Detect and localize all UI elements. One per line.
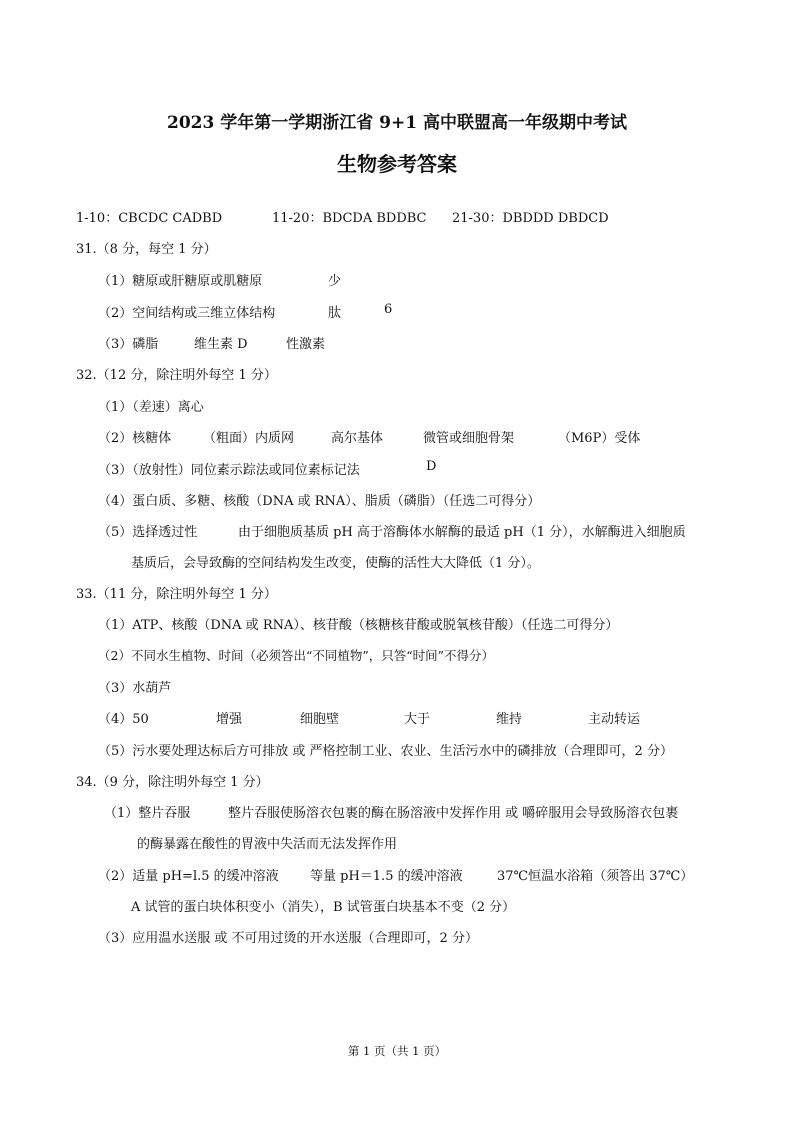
page-footer: 第 1 页（共 1 页） xyxy=(347,1044,447,1058)
q34-line-2-cont: A 试管的蛋白块体积变小（消失），B 试管蛋白块基本不变（2 分） xyxy=(131,900,516,915)
q34-line-1: （1）整片吞服 整片吞服使肠溶衣包裹的酶在肠溶液中发挥作用 或 嚼碎服用会导致肠溶衣包裹 xyxy=(104,806,679,821)
choice-11-20: 11-20：BDCDA BDDBC xyxy=(272,211,427,226)
q34-line-3: （3）应用温水送服 或 不可用过烫的开水送服（合理即可，2 分） xyxy=(98,931,478,946)
q32-header: 32.（12 分，除注明外每空 1 分） xyxy=(76,368,277,383)
choice-1-10: 1-10：CBCDC CADBD xyxy=(76,211,223,226)
q34-line-2: （2）适量 pH=l.5 的缓冲溶液 等量 pH＝1.5 的缓冲溶液 37℃恒温水浴箱（须答出 37℃） xyxy=(98,869,694,884)
q34-line-1-cont: 的酶暴露在酸性的胃液中失活而无法发挥作用 xyxy=(137,837,398,852)
q31-line-1: （1）糖原或肝糖原或肌糖原 少 xyxy=(98,274,342,289)
q33-line-4: （4）50 增强 细胞壁 大于 维持 主动转运 xyxy=(98,712,641,727)
q32-line-3: （3）（放射性）同位素示踪法或同位素标记法 D xyxy=(98,459,437,478)
q33-header: 33.（11 分，除注明外每空 1 分） xyxy=(76,587,277,602)
choice-answers xyxy=(76,207,609,226)
q31-line-3: （3）磷脂 维生素 D 性激素 xyxy=(98,337,326,352)
page-subtitle: 生物参考答案 xyxy=(337,152,457,176)
q33-line-3: （3）水葫芦 xyxy=(98,681,172,696)
q32-line-2: （2）核糖体 （粗面）内质网 高尔基体 微管或细胞骨架 （M6P）受体 xyxy=(98,431,641,446)
q32-line-1: （1）（差速）离心 xyxy=(98,400,204,415)
q34-header: 34.（9 分，除注明外每空 1 分） xyxy=(76,775,269,790)
q33-line-5: （5）污水要处理达标后方可排放 或 严格控制工业、农业、生活污水中的磷排放（合理即可，2 分） xyxy=(98,744,673,759)
choice-21-30: 21-30：DBDDD DBDCD xyxy=(452,211,609,226)
page-title: 2023 学年第一学期浙江省 9+1 高中联盟高一年级期中考试 xyxy=(167,113,627,133)
q31-line-2: （2）空间结构或三维立体结构 肽 6 xyxy=(98,302,393,321)
q32-line-5: （5）选择透过性 由于细胞质基质 pH 高于溶酶体水解酶的最适 pH（1 分），水解酶进入细胞质 xyxy=(98,525,686,540)
q32-line-5-cont: 基质后，会导致酶的空间结构发生改变，使酶的活性大大降低（1 分）。 xyxy=(131,556,540,571)
q33-line-1: （1）ATP、核酸（DNA 或 RNA）、核苷酸（核糖核苷酸或脱氧核苷酸）（任选二可得分） xyxy=(98,618,619,633)
q32-line-4: （4）蛋白质、多糖、核酸（DNA 或 RNA）、脂质（磷脂）（任选二可得分） xyxy=(98,494,541,509)
q31-header: 31.（8 分，每空 1 分） xyxy=(76,242,217,257)
q33-line-2: （2）不同水生植物、时间（必须答出“不同植物”，只答“时间”不得分） xyxy=(98,648,495,663)
